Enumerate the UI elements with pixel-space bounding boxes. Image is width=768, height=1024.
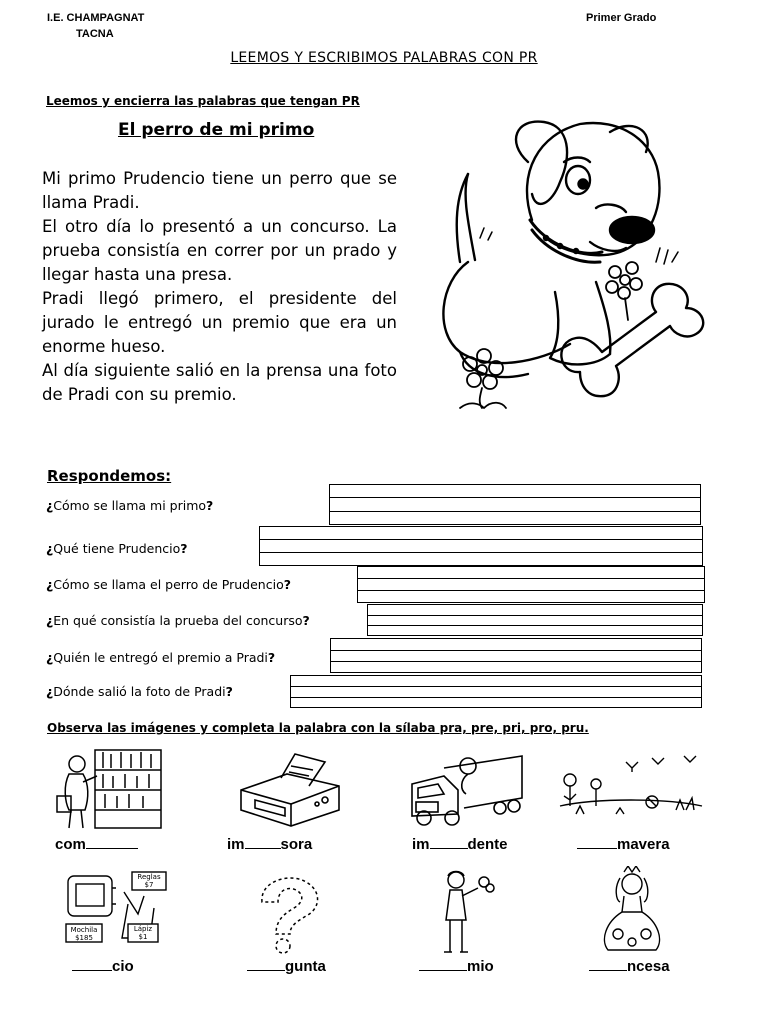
- fill-blank[interactable]: [72, 956, 112, 971]
- question-4: ¿En qué consistía la prueba del concurso?: [46, 613, 310, 628]
- word-pregunta: gunta: [247, 956, 326, 975]
- story-title: El perro de mi primo: [118, 120, 315, 140]
- fill-blank[interactable]: [247, 956, 285, 971]
- respondemos-heading: Respondemos:: [47, 467, 172, 485]
- fill-blank[interactable]: [577, 834, 617, 849]
- question-1: ¿Cómo se llama mi primo?: [46, 498, 214, 513]
- spring-field-icon: [556, 750, 706, 830]
- instruction-complete: Observa las imágenes y completa la palabra con la sílaba pra, pre, pri, pro, pru.: [47, 721, 589, 735]
- price-tag-icon: [62, 868, 170, 958]
- school-name: I.E. CHAMPAGNAT: [47, 12, 145, 24]
- price-label-lapiz-price: $1: [138, 933, 148, 941]
- question-6: ¿Dónde salió la foto de Pradi?: [46, 684, 233, 699]
- school-city: TACNA: [76, 28, 114, 40]
- answer-box-6[interactable]: [290, 675, 702, 708]
- fill-blank[interactable]: [589, 956, 627, 971]
- word-imprudente: im dente: [412, 836, 508, 853]
- word-premio: mio: [419, 956, 494, 975]
- story-paragraph: Mi primo Prudencio tiene un perro que se llama Pradi.: [42, 169, 397, 212]
- price-label-mochila-price: $185: [75, 934, 93, 942]
- princess-icon: [596, 866, 668, 956]
- printer-icon: [235, 752, 345, 830]
- question-2: ¿Qué tiene Prudencio?: [46, 541, 188, 556]
- page-title: LEEMOS Y ESCRIBIMOS PALABRAS CON PR: [230, 50, 538, 66]
- fill-blank[interactable]: [86, 834, 138, 849]
- word-primavera: mavera: [577, 834, 670, 853]
- answer-box-4[interactable]: [367, 604, 703, 636]
- price-label-reglas: Reglas: [137, 873, 161, 881]
- story-paragraph: El otro día lo presentó a un concurso. La prueba consistía en correr por un prado y llegar hasta una presa.: [42, 217, 397, 284]
- question-mark-icon: [236, 872, 336, 956]
- word-princesa: ncesa: [589, 956, 670, 975]
- answer-box-2[interactable]: [259, 526, 703, 566]
- answer-box-5[interactable]: [330, 638, 702, 673]
- fill-blank[interactable]: [419, 956, 467, 971]
- story-paragraph: Pradi llegó primero, el presidente del jurado le entregó un premio que era un enorme hueso.: [42, 289, 397, 356]
- word-compra: com: [55, 834, 138, 853]
- story-paragraph: Al día siguiente salió en la prensa una foto de Pradi con su premio.: [42, 361, 397, 404]
- price-label-lapiz: Lápiz: [133, 925, 153, 933]
- fill-blank[interactable]: [245, 834, 281, 849]
- instruction-read: Leemos y encierra las palabras que tengan PR: [46, 94, 360, 108]
- word-impresora: im sora: [227, 836, 313, 853]
- word-precio: cio: [72, 956, 134, 975]
- dog-illustration: [420, 112, 720, 432]
- fill-blank[interactable]: [430, 834, 468, 849]
- truck-icon: [404, 750, 528, 830]
- answer-box-3[interactable]: [357, 566, 705, 603]
- shopping-person-icon: [55, 746, 167, 832]
- price-label-reglas-price: $7: [144, 881, 154, 889]
- price-label-mochila: Mochila: [70, 926, 98, 934]
- answer-box-1[interactable]: [329, 484, 701, 525]
- woman-with-flower-icon: [432, 868, 502, 958]
- question-3: ¿Cómo se llama el perro de Prudencio?: [46, 577, 291, 592]
- story-text: [42, 167, 397, 407]
- grade-label: Primer Grado: [586, 12, 657, 24]
- question-5: ¿Quién le entregó el premio a Pradi?: [46, 650, 276, 665]
